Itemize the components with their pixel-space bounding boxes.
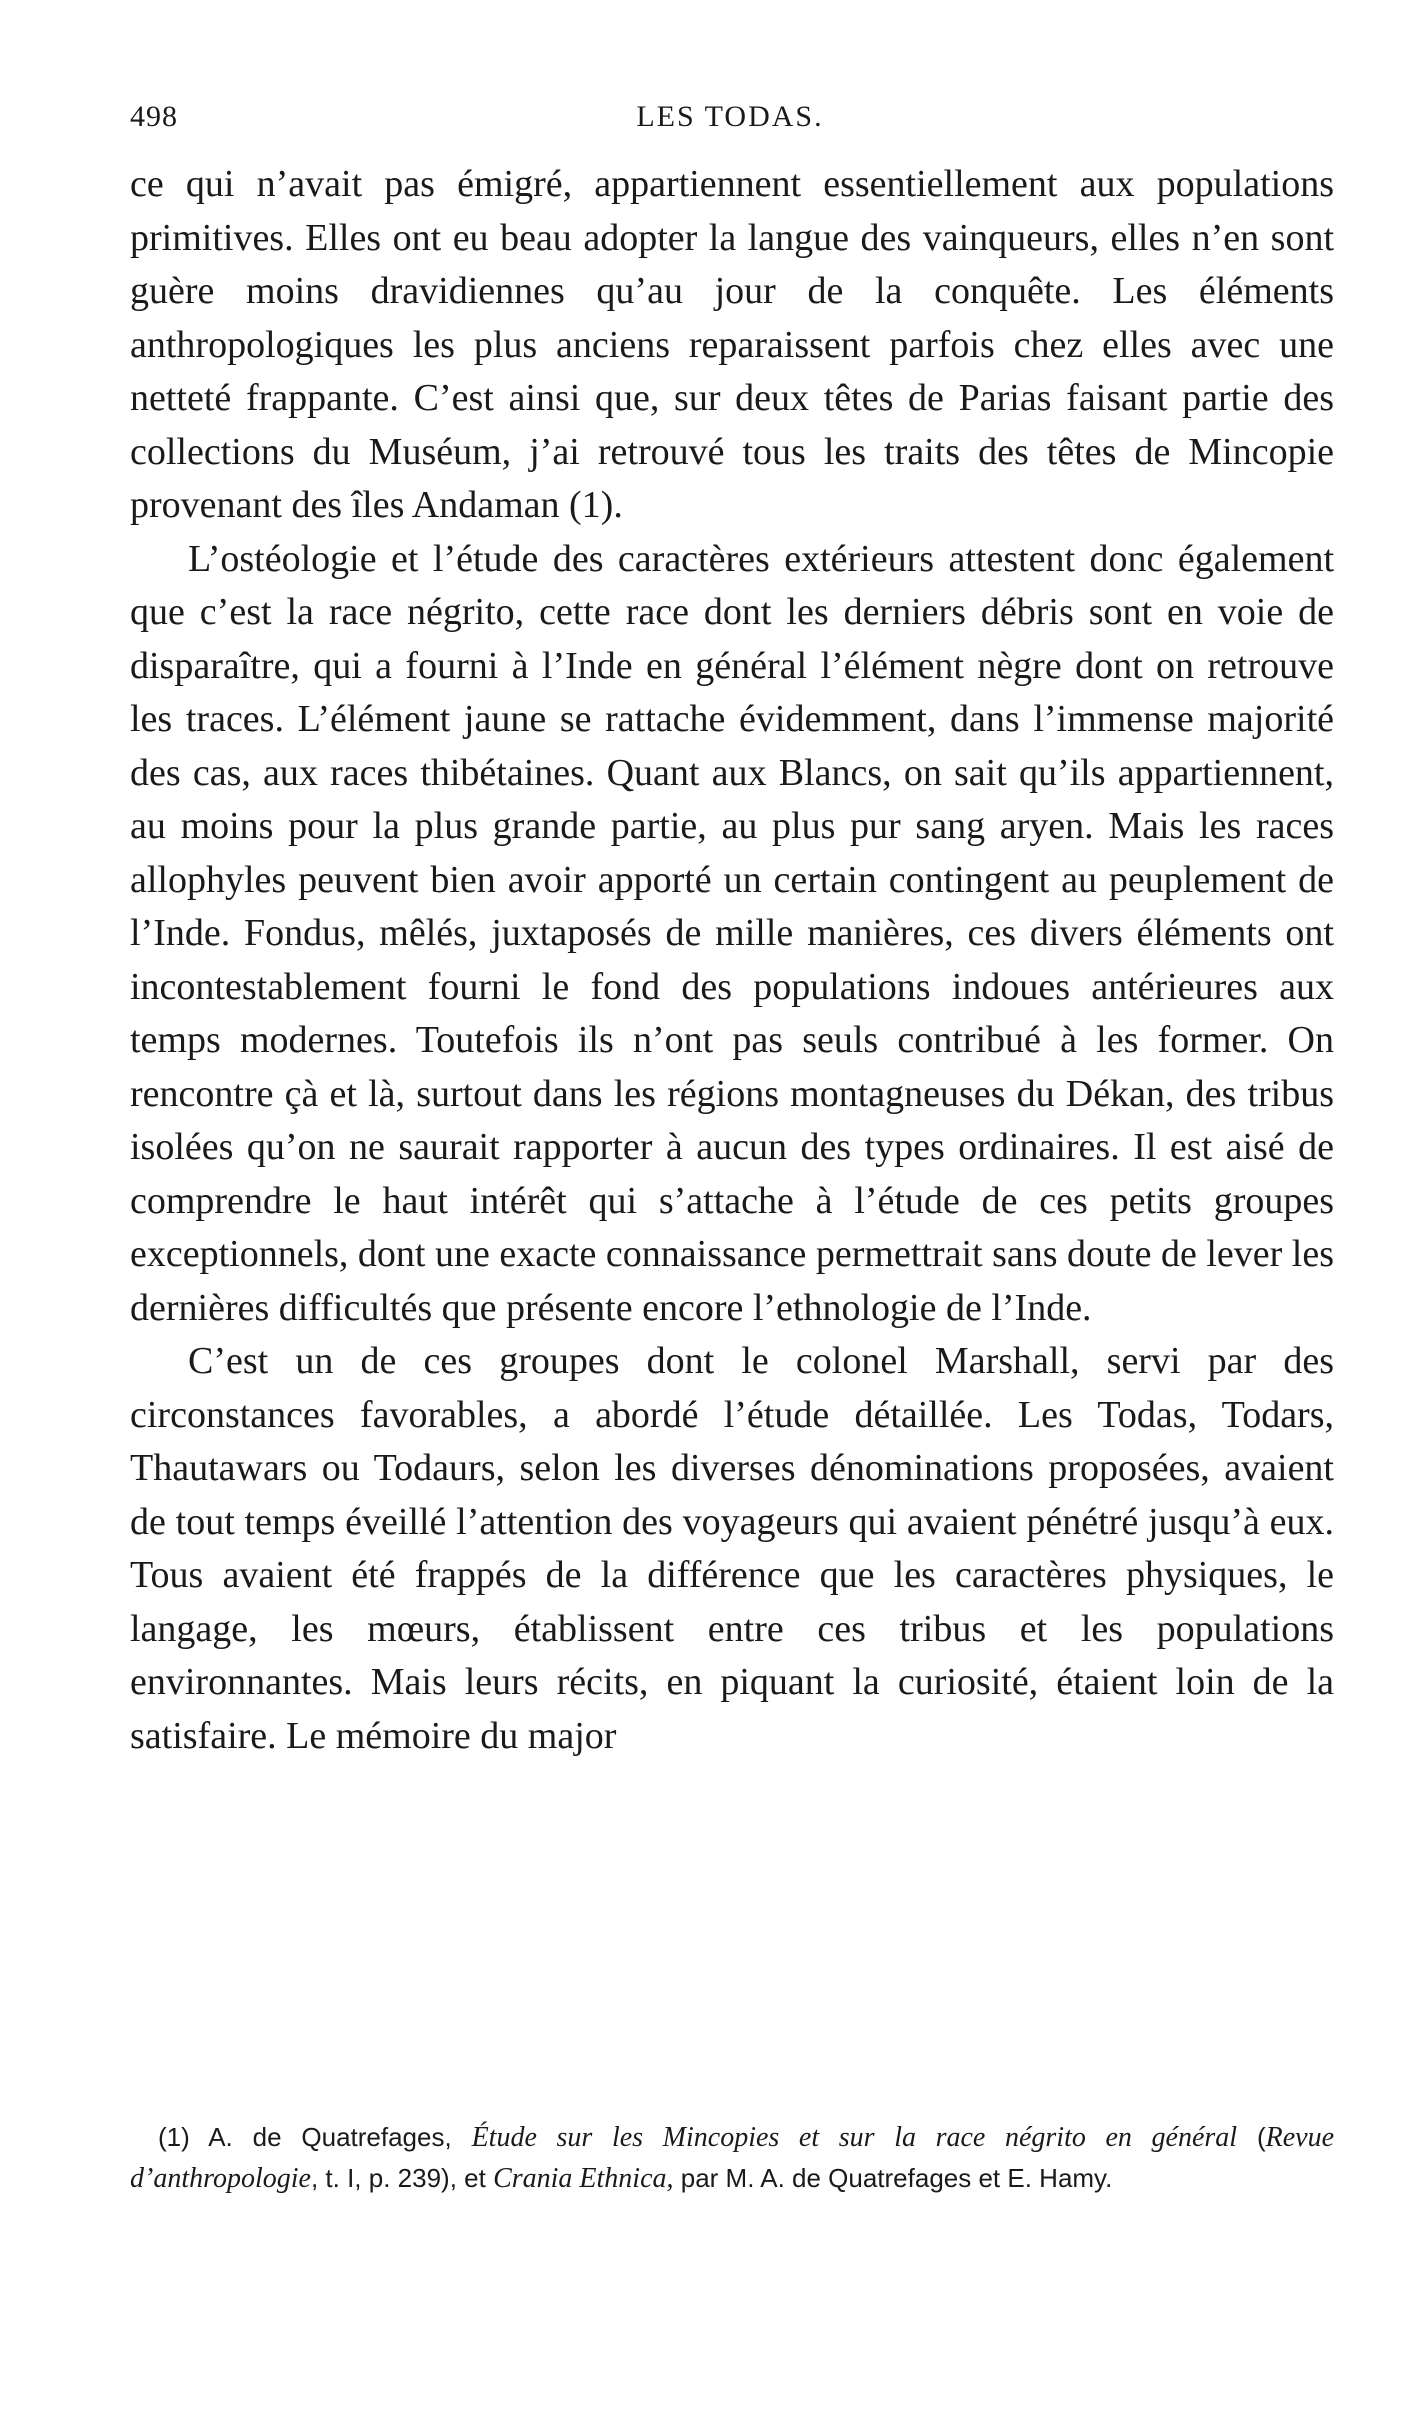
footnote-title-1: Étude sur les Mincopies et sur la race négrito en général [471, 2122, 1238, 2153]
paragraph-3: C’est un de ces groupes dont le colonel Marshall, servi par des circonstances favorables, a abordé l’étude détaillée. Les Todas, Todars, Thautawars ou Todaurs, selon les diverses dénominations proposées, avaient de tout temps éveillé l’attention des voyageurs qui avaient pénétré jusqu’à eux. Tous avaient été frappés de la différence que les caractères physiques, le langage, les mœurs, établissent entre ces tribus et les populations environnantes. Mais leurs récits, en piquant la curiosité, étaient loin de la satisfaire. Le mémoire du major [130, 1340, 1334, 1757]
footnote-title-2: Revue d’anthropologie [130, 2122, 1334, 2194]
paragraph-2: L’ostéologie et l’étude des caractères extérieurs attestent donc également que c’est la race négrito, cette race dont les derniers débris sont en voie de disparaître, qui a fourni à l’Inde en général l’élément nègre dont on retrouve les traces. L’élément jaune se rattache évidemment, dans l’immense majorité des cas, aux races thibétaines. Quant aux Blancs, on sait qu’ils appartiennent, au moins pour la plus grande partie, au plus pur sang aryen. Mais les races allophyles peuvent bien avoir apporté un certain contingent au peuplement de l’Inde. Fondus, mêlés, juxtaposés de mille manières, ces divers éléments ont incontestablement fourni le fond des populations indoues antérieures aux temps modernes. Toutefois ils n’ont pas seuls contribué à les former. On rencontre çà et là, surtout dans les régions montagneuses du Dékan, des tribus isolées qu’on ne saurait rapporter à aucun des types ordinaires. Il est aisé de comprendre le haut intérêt qui s’attache à l’étude de ces petits groupes exceptionnels, dont une exacte connaissance permettrait sans doute de lever les dernières difficultés que présente encore l’ethnologie de l’Inde. [130, 537, 1334, 1329]
footnote [130, 2117, 1334, 2199]
page-number: 498 [130, 100, 178, 133]
footnote-text-2: ( [1256, 2122, 1266, 2152]
paragraph-1: ce qui n’avait pas émigré, appartiennent essentiellement aux populations primitives. Elles ont eu beau adopter la langue des vainqueurs, elles n’en sont guère moins dravidiennes qu’au jour de la conquête. Les éléments anthropologiques les plus anciens reparaissent parfois chez elles avec une netteté frappante. C’est ainsi que, sur deux têtes de Parias faisant partie des collections du Muséum, j’ai retrouvé tous les traits des têtes de Mincopie provenant des îles Andaman (1). [130, 163, 1334, 526]
footnote-title-3: Crania Ethnica, [493, 2163, 674, 2194]
footnote-marker: (1) [158, 2122, 190, 2152]
footnote-text-1: A. de Quatrefages, [208, 2122, 452, 2152]
body-text [130, 158, 1334, 1763]
footnote-text-4: par M. A. de Quatrefages et E. Hamy. [680, 2163, 1113, 2193]
page-header [130, 100, 1330, 140]
running-title: LES TODAS. [636, 100, 824, 133]
footnote-text-3: , t. I, p. 239), et [310, 2163, 486, 2193]
